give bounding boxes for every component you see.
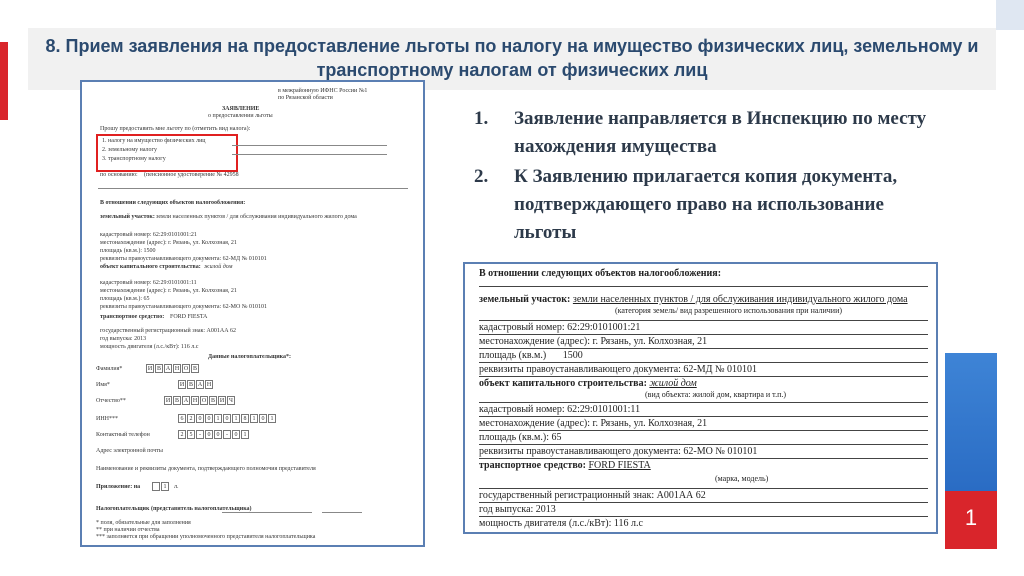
digit-cell — [152, 482, 160, 491]
application-form-image — [80, 80, 425, 547]
zoom-area-row — [479, 350, 928, 361]
form-name-label: Имя* — [96, 382, 110, 388]
form-vehicle-value: FORD FIESTA — [170, 314, 208, 320]
digit-cell: 5 — [187, 430, 195, 439]
zoom-vehicle-row — [479, 460, 928, 471]
letter-cell: Н — [192, 398, 198, 404]
digit-cell: 1 — [250, 414, 258, 423]
zoom-cadastre-1: кадастровый номер: 62:29:0101001:21 — [479, 322, 641, 333]
form-attach-unit: л. — [174, 484, 179, 490]
digit-cell: 0 — [205, 430, 213, 439]
slide-title: 8. Прием заявления на предоставление льготы по налогу на имущество физических лиц, земельному и транспортному налогам от физических лиц — [45, 36, 979, 80]
zoom-cadastre-2: кадастровый номер: 62:29:0101001:11 — [479, 404, 641, 415]
list-number: 2. — [474, 166, 489, 187]
form-note-1: * поля, обязательные для заполнения — [96, 520, 191, 526]
divider — [479, 502, 928, 503]
digit-cell: 0 — [214, 430, 222, 439]
form-note-2: ** при наличии отчества — [96, 527, 160, 533]
letter-cell: В — [174, 398, 179, 404]
zoom-doc-2: реквизиты правоустанавливающего документа: 62-МО № 010101 — [479, 446, 758, 457]
zoom-building-label: объект капитального строительства: — [479, 378, 647, 389]
zoom-vehicle-label: транспортное средство: — [479, 460, 586, 471]
divider — [479, 348, 928, 349]
blue-corner-accent — [996, 0, 1024, 30]
divider — [232, 154, 387, 155]
form-subtitle: о предоставлении льготы — [208, 113, 273, 119]
letter-cell: В — [192, 366, 197, 372]
digit-cell: 6 — [178, 414, 186, 423]
zoom-power: мощность двигателя (л.с./кВт): 116 л.с — [479, 518, 643, 529]
digit-cell: 8 — [241, 414, 249, 423]
digit-cell: 2 — [187, 414, 195, 423]
zoom-year: год выпуска: 2013 — [479, 504, 556, 515]
divider — [479, 444, 928, 445]
list-item — [474, 163, 944, 247]
zoom-objects-title: В отношении следующих объектов налогообложения: — [479, 268, 722, 279]
zoom-land-row — [479, 294, 928, 305]
divider — [479, 416, 928, 417]
form-tax-2: 2. земельному налогу — [102, 147, 157, 153]
name-cells — [178, 380, 214, 389]
form-docs-label: Наименование и реквизиты документа, подтверждающего полномочия представителя — [96, 466, 316, 472]
form-phone-label: Контактный телефон — [96, 432, 150, 438]
digit-cell: 1 — [232, 414, 240, 423]
form-area-1: площадь (кв.м.): 1500 — [100, 248, 156, 254]
zoom-doc-1: реквизиты правоустанавливающего документа: 62-МД № 010101 — [479, 364, 757, 375]
divider — [232, 145, 387, 146]
form-reg-sign: государственный регистрационный знак: А001АА 62 — [100, 328, 237, 334]
letter-cell: А — [165, 366, 171, 372]
form-title: ЗАЯВЛЕНИЕ — [222, 106, 260, 112]
zoom-building-value: жилой дом — [649, 378, 697, 389]
letter-cell: Н — [174, 366, 180, 372]
zoom-reg-sign: государственный регистрационный знак: А001АА 62 — [479, 490, 706, 501]
digit-cell: - — [196, 430, 204, 439]
zoom-area-1-value: 1500 — [562, 350, 583, 361]
form-area-2: площадь (кв.м.): 65 — [100, 296, 150, 302]
form-vehicle-label: транспортное средство: — [100, 314, 165, 320]
letter-cell: В — [156, 366, 161, 372]
letter-cell: А — [183, 398, 189, 404]
surname-cells — [146, 364, 200, 373]
form-header-to: в межрайонную ИФНС России №1 — [278, 88, 368, 94]
list-text: К Заявлению прилагается копия документа, подтверждающего право на использование льготы — [514, 166, 898, 243]
letter-cell: О — [201, 398, 207, 404]
phone-cells — [178, 430, 250, 439]
digit-cell: 0 — [232, 430, 240, 439]
digit-cell: 1 — [214, 414, 222, 423]
letter-cell: И — [219, 398, 225, 404]
zoom-land-value: земли населенных пунктов / для обслуживания индивидуального жилого дома — [572, 294, 908, 305]
zoom-area-2: площадь (кв.м.): 65 — [479, 432, 562, 443]
form-building-label: объект капитального строительства: — [100, 264, 201, 270]
zoom-building-note: (вид объекта: жилой дом, квартира и т.п.) — [645, 390, 787, 399]
form-fragment-zoom — [463, 262, 938, 534]
letter-cell: О — [183, 366, 189, 372]
letter-cell: А — [197, 382, 203, 388]
digit-cell: 0 — [205, 414, 213, 423]
zoom-vehicle-note: (марка, модель) — [715, 474, 769, 483]
form-land-label: земельный участок: — [100, 214, 155, 220]
digit-cell: 1 — [161, 482, 169, 491]
form-cadastre-1: кадастровый номер: 62:29:0101001:21 — [100, 232, 197, 238]
form-tax-3: 3. транспортному налогу — [102, 156, 166, 162]
letter-cell: Ч — [227, 396, 235, 405]
divider — [479, 488, 928, 489]
form-header-region: по Рязанской области — [278, 95, 333, 101]
form-power: мощность двигателя (л.с./кВт): 116 л.с — [100, 344, 199, 350]
letter-cell: Н — [206, 382, 212, 388]
digit-cell: - — [223, 430, 231, 439]
divider — [479, 376, 928, 377]
divider — [479, 334, 928, 335]
form-building-value: жилой дом — [204, 264, 233, 270]
zoom-vehicle-value: FORD FIESTA — [588, 460, 651, 471]
digit-cell: 1 — [241, 430, 249, 439]
form-attach-label: Приложение: на — [96, 484, 141, 490]
digit-cell: 0 — [223, 414, 231, 423]
divider — [479, 402, 928, 403]
divider — [479, 286, 928, 287]
form-location-1: местонахождение (адрес): г. Рязань, ул. Колхозная, 21 — [100, 240, 237, 246]
patronymic-cells — [164, 396, 236, 405]
form-location-2: местонахождение (адрес): г. Рязань, ул. Колхозная, 21 — [100, 288, 237, 294]
zoom-building-row — [479, 378, 928, 389]
zoom-location-2: местонахождение (адрес): г. Рязань, ул. Колхозная, 21 — [479, 418, 708, 429]
zoom-area-1: площадь (кв.м.) — [479, 350, 547, 361]
form-basis-value: (пенсионное удостоверение № 42958 — [144, 172, 239, 178]
digit-cell: 0 — [259, 414, 267, 423]
letter-cell: В — [188, 382, 193, 388]
form-person-title: Данные налогоплательщика*: — [208, 354, 292, 360]
divider — [98, 188, 408, 189]
form-basis-label: по основанию: — [100, 172, 138, 178]
zoom-land-note: (категория земель/ вид разрешенного использования при наличии) — [615, 306, 843, 315]
divider — [479, 320, 928, 321]
divider — [479, 430, 928, 431]
zoom-land-label: земельный участок: — [479, 294, 571, 305]
divider — [479, 516, 928, 517]
attach-cells — [152, 482, 170, 491]
letter-cell: В — [210, 398, 215, 404]
letter-cell: И — [147, 366, 153, 372]
form-email-label: Адрес электронной почты — [96, 448, 163, 454]
form-doc-2: реквизиты правоустанавливающего документа: 62-МО № 010101 — [100, 304, 268, 310]
zoom-location-1: местонахождение (адрес): г. Рязань, ул. Колхозная, 21 — [479, 336, 708, 347]
form-doc-1: реквизиты правоустанавливающего документа: 62-МД № 010101 — [100, 256, 267, 262]
letter-cell: И — [165, 398, 171, 404]
digit-cell: 2 — [178, 430, 186, 439]
form-request-line: Прошу предоставить мне льготу по (отметить вид налога): — [100, 126, 251, 132]
list-text: Заявление направляется в Инспекцию по месту нахождения имущества — [514, 108, 927, 157]
form-year: год выпуска: 2013 — [100, 336, 147, 342]
letter-cell: И — [179, 382, 185, 388]
list-item — [474, 105, 944, 161]
form-cadastre-2: кадастровый номер: 62:29:0101001:11 — [100, 280, 197, 286]
divider — [479, 362, 928, 363]
form-land-value: земли населенных пунктов / для обслуживания индивидуального жилого дома — [156, 214, 357, 220]
date-line — [322, 512, 362, 513]
key-points-list — [474, 105, 944, 249]
digit-cell: 1 — [268, 414, 276, 423]
blue-accent-bar — [945, 353, 997, 491]
signature-line — [222, 512, 312, 513]
divider — [479, 458, 928, 459]
inn-cells — [178, 414, 277, 423]
list-number: 1. — [474, 108, 489, 129]
form-patronymic-label: Отчество** — [96, 398, 126, 404]
form-note-3: *** заполняется при обращении уполномоченного представителя налогоплательщика — [96, 534, 316, 540]
form-tax-1: 1. налогу на имущество физических лиц — [102, 138, 206, 144]
digit-cell: 0 — [196, 414, 204, 423]
red-edge-accent — [0, 42, 8, 120]
form-surname-label: Фамилия* — [96, 366, 123, 372]
page-number: 1 — [964, 505, 978, 530]
form-sign-label: Налогоплательщик (представитель налогоплательщика) — [96, 506, 252, 512]
form-inn-label: ИНН*** — [96, 416, 118, 422]
form-objects-title: В отношении следующих объектов налогообложения: — [100, 200, 246, 206]
